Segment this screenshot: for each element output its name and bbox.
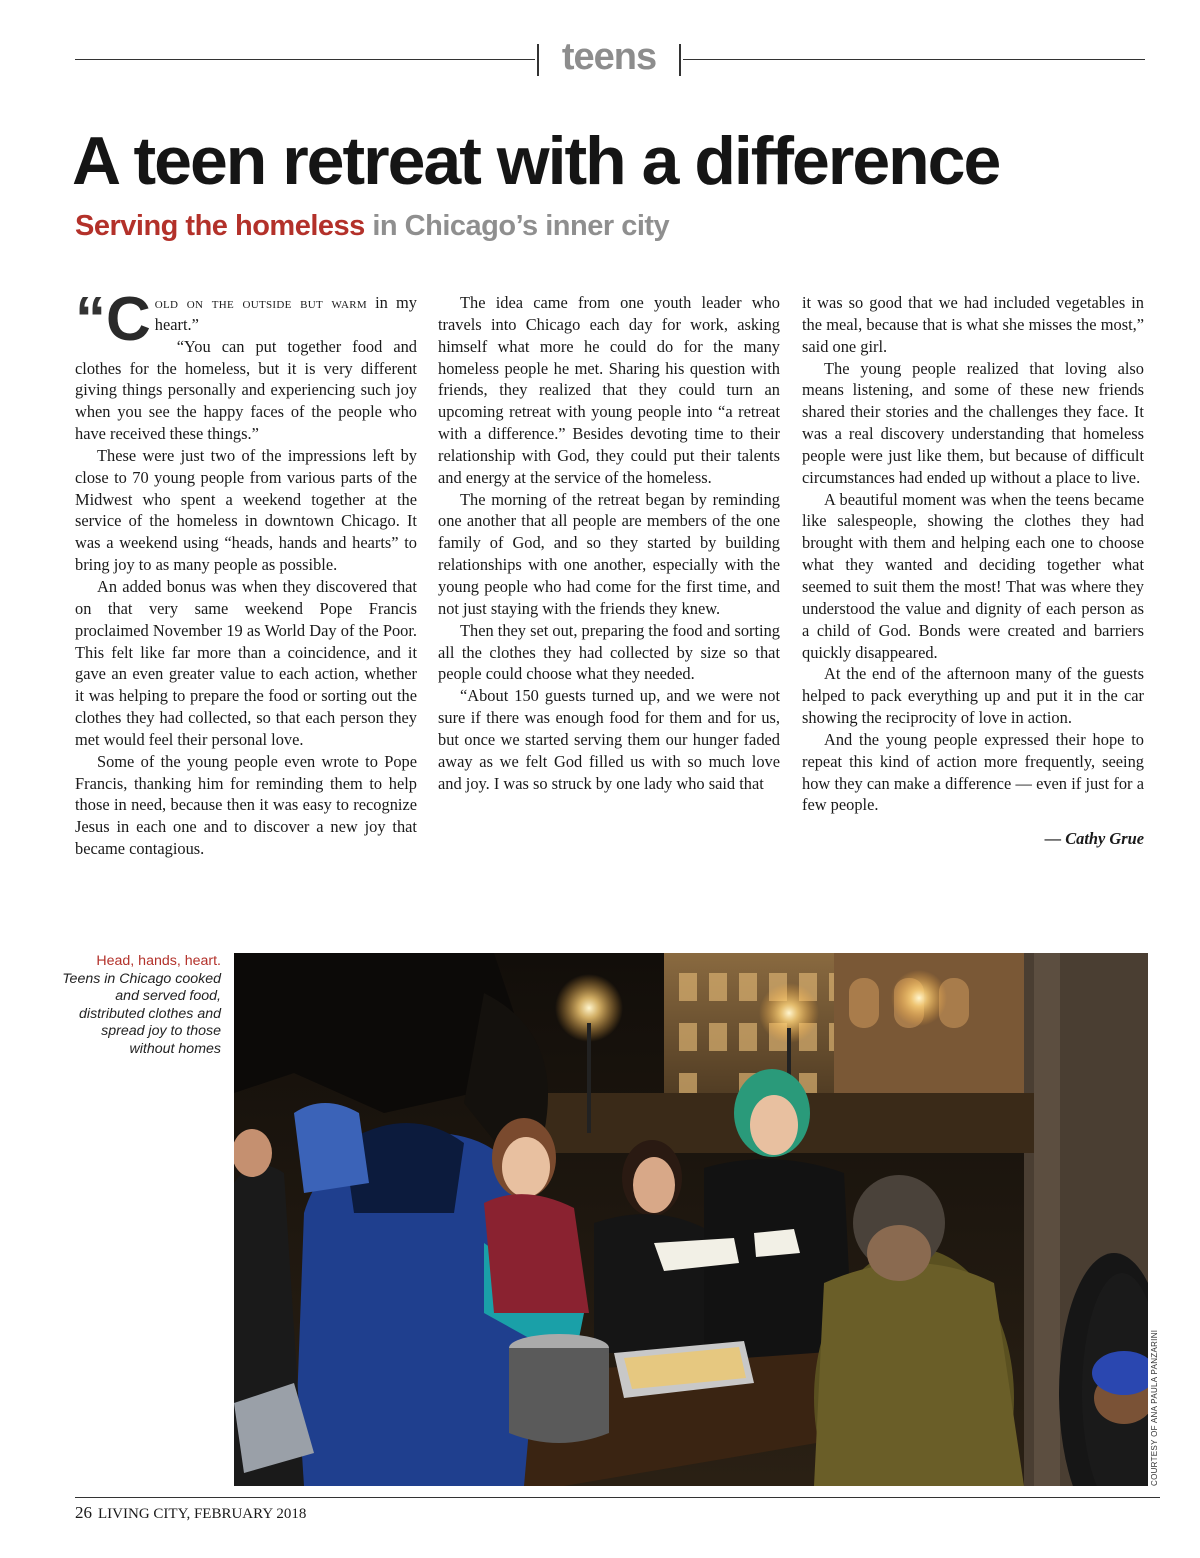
paragraph: Some of the young people even wrote to Pope Francis, thanking him for reminding them to help those in need, because then it was easy to recognize Jesus in each one and to discover a new joy that became contagious. (75, 751, 417, 859)
footer-rule (75, 1497, 1160, 1498)
page-footer (75, 1503, 306, 1523)
drop-cap-letter: C (106, 285, 151, 354)
paragraph: Then they set out, preparing the food and sorting all the clothes they had collected by size so that people could choose what they needed. (438, 620, 780, 684)
lead-rest: in my heart.” (154, 293, 417, 334)
page-number: 26 (75, 1503, 92, 1522)
subhead-rest: in Chicago’s inner city (372, 210, 670, 242)
caption-body: Teens in Chicago cooked and served food, distributed clothes and spread joy to those without homes (62, 970, 221, 1057)
section-tick-right (679, 44, 681, 76)
section-label: teens (561, 36, 657, 78)
paragraph: The young people realized that loving also means listening, and some of these new friends shared their stories and the challenges they face. It was a real discovery understanding that homeless people were just like them, but because of difficult circumstances had ended up without a place to live. (802, 358, 1144, 487)
article-column-1 (75, 285, 417, 860)
paragraph: The morning of the retreat began by reminding one another that all people are members of the one family of God, and so they started by building relationships with one another, especially with the young people who had come for the first time, and not just staying with the friends they knew. (438, 489, 780, 618)
drop-cap (75, 285, 151, 354)
caption-title: Head, hands, heart. (96, 953, 221, 969)
publication-info: LIVING CITY, FEBRUARY 2018 (98, 1506, 307, 1522)
paragraph: And the young people expressed their hope to repeat this kind of action more frequently, seeing how they can make a difference — even if just for a few people. (802, 729, 1144, 815)
photo-illustration (234, 953, 1148, 1486)
paragraph: “You can put together food and clothes for the homeless, but it is very different giving things personally and experiencing such joy when you see the happy faces of the people who have received these things.” (75, 336, 417, 444)
paragraph: An added bonus was when they discovered that on that very same weekend Pope Francis proclaimed November 19 as World Day of the Poor. This felt like far more than a coincidence, and it gave an even greater value to each action, whether it was helping to prepare the food or sorting out the clothes they had collected, so that each person they met would feel their personal love. (75, 576, 417, 749)
drop-quote-mark: “ (75, 285, 106, 354)
section-tick-left (537, 44, 539, 76)
article-column-3 (802, 292, 1144, 850)
headline: A teen retreat with a difference (72, 123, 1000, 199)
photo-credit: COURTESY OF ANA PAULA PANZARINI (1150, 1329, 1159, 1486)
paragraph-continuation: it was so good that we had included vegetables in the meal, because that is what she misses the most,” said one girl. (802, 293, 1144, 356)
byline: — Cathy Grue (1044, 829, 1144, 849)
lead-smallcaps: old on the outside but warm (154, 293, 367, 312)
lead-paragraph (75, 285, 417, 354)
paragraph: These were just two of the impressions left by close to 70 young people from various parts of the Midwest who spent a weekend together at the service of the homeless in downtown Chicago. It was a weekend using “heads, hands and hearts” to bring joy to as many people as possible. (75, 445, 417, 575)
paragraph: “About 150 guests turned up, and we were not sure if there was enough food for them and for us, but once we started serving them our hunger faded away as we felt God filled us with so much love and joy. I was so struck by one lady who said that (438, 686, 780, 793)
section-rule-right (683, 59, 1145, 60)
photo-caption (60, 953, 221, 1058)
subhead-highlight: Serving the homeless (75, 210, 365, 242)
paragraph: A beautiful moment was when the teens became like salespeople, showing the clothes they had brought with them and helping each one to choose what they wanted and deciding together what seemed to suit them the most! That was where they understood the value and dignity of each person as a child of God. Bonds were created and barriers quickly disappeared. (802, 489, 1144, 662)
paragraph: At the end of the afternoon many of the guests helped to pack everything up and put it in the car showing the reciprocity of love in action. (802, 664, 1144, 728)
subhead (75, 210, 1155, 243)
section-rule-left (75, 59, 535, 60)
paragraph: The idea came from one youth leader who travels into Chicago each day for work, asking himself what more he could do for the many homeless people he met. Sharing his question with friends, they realized that they could turn an upcoming retreat with young people into “a retreat with a difference.” Besides devoting time to their relationship with God, they could put their talents and energy at the service of the homeless. (438, 293, 780, 487)
article-photo (234, 953, 1148, 1486)
article-column-2 (438, 292, 780, 794)
